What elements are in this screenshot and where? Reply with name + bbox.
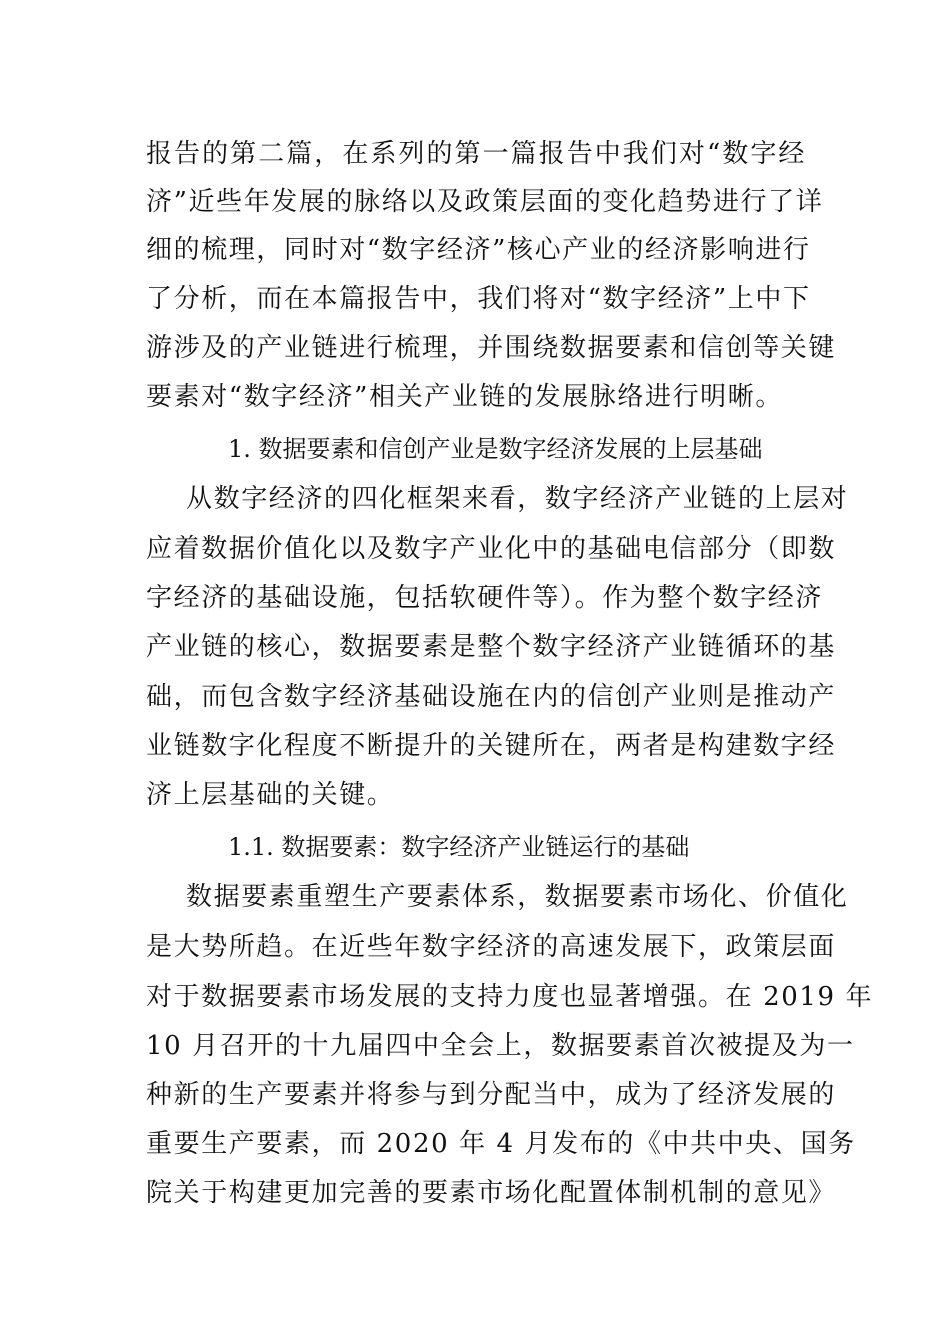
paragraph-line: 细的梳理，同时对“数字经济”核心产业的经济影响进行 xyxy=(146,235,811,265)
paragraph-line: 济”近些年发展的脉络以及政策层面的变化趋势进行了详 xyxy=(146,187,824,217)
paragraph-line: 是大势所趋。在近些年数字经济的高速发展下，政策层面 xyxy=(146,932,837,962)
paragraph-line: 对于数据要素市场发展的支持力度也显著增强。在 2019 年 xyxy=(146,982,874,1012)
section-heading: 1. 数据要素和信创产业是数字经济发展的上层基础 xyxy=(228,435,763,463)
subsection-heading: 1.1. 数据要素：数字经济产业链运行的基础 xyxy=(228,833,690,861)
paragraph-line: 报告的第二篇，在系列的第一篇报告中我们对“数字经 xyxy=(146,139,806,169)
paragraph-line: 院关于构建更加完善的要素市场化配置体制机制的意见》 xyxy=(146,1178,837,1208)
paragraph-line: 产业链的核心，数据要素是整个数字经济产业链循环的基 xyxy=(146,632,837,662)
paragraph-line: 应着数据价值化以及数字产业化中的基础电信部分（即数 xyxy=(146,534,837,564)
paragraph-line: 了分析，而在本篇报告中，我们将对“数字经济”上中下 xyxy=(146,284,811,314)
paragraph-line: 游涉及的产业链进行梳理，并围绕数据要素和信创等关键 xyxy=(146,333,837,363)
paragraph-line: 10 月召开的十九届四中全会上，数据要素首次被提及为一 xyxy=(146,1031,855,1061)
paragraph-line: 数据要素重塑生产要素体系，数据要素市场化、价值化 xyxy=(186,882,849,912)
paragraph-line: 要素对“数字经济”相关产业链的发展脉络进行明晰。 xyxy=(146,382,783,412)
paragraph-line: 济上层基础的关键。 xyxy=(146,780,395,810)
paragraph-line: 种新的生产要素并将参与到分配当中，成为了经济发展的 xyxy=(146,1080,837,1110)
paragraph-line: 业链数字化程度不断提升的关键所在，两者是构建数字经 xyxy=(146,731,837,761)
paragraph-line: 从数字经济的四化框架来看，数字经济产业链的上层对 xyxy=(186,484,849,514)
paragraph-line: 重要生产要素，而 2020 年 4 月发布的《中共中央、国务 xyxy=(146,1129,856,1159)
paragraph-line: 字经济的基础设施，包括软硬件等）。作为整个数字经济 xyxy=(146,583,824,613)
paragraph-line: 础，而包含数字经济基础设施在内的信创产业则是推动产 xyxy=(146,682,837,712)
